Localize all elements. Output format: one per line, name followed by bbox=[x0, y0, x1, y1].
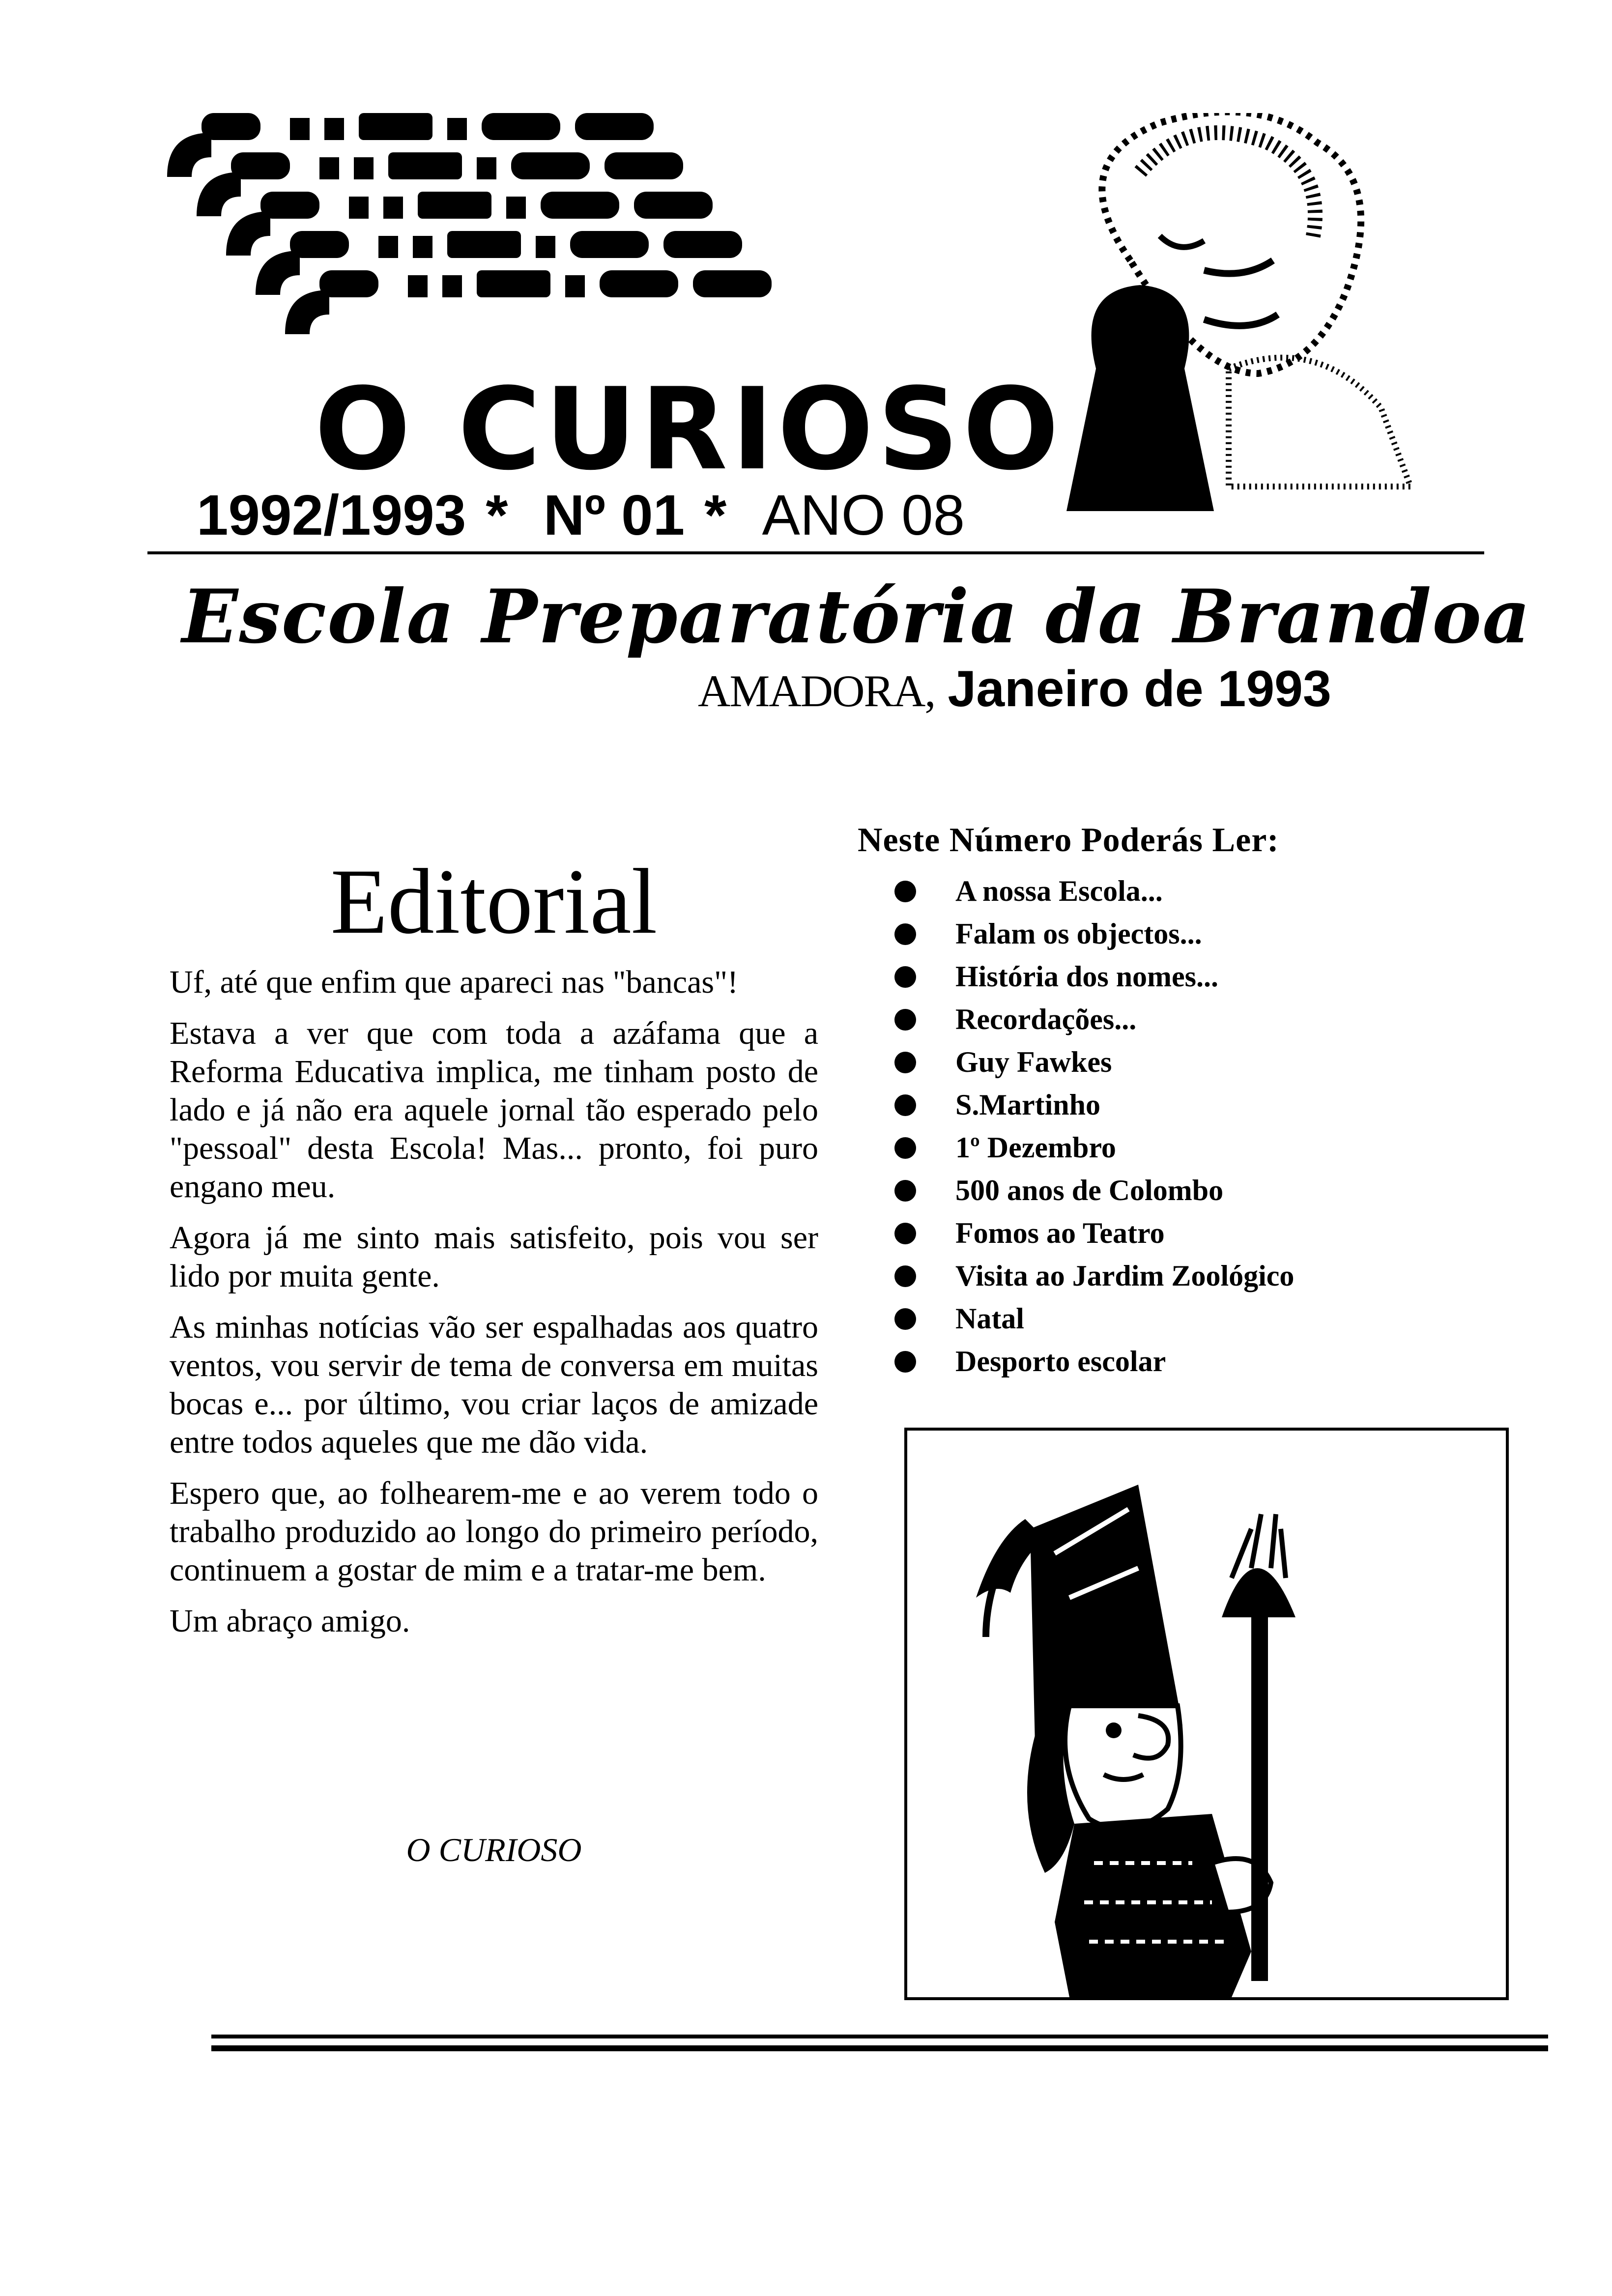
list-item bbox=[894, 870, 1484, 913]
contents-list bbox=[894, 870, 1484, 1383]
list-item bbox=[894, 1297, 1484, 1340]
school-name: Escola Preparatória da Brandoa bbox=[182, 574, 1531, 660]
bullet-icon bbox=[894, 1094, 916, 1116]
list-item bbox=[894, 913, 1484, 955]
list-item bbox=[894, 1212, 1484, 1255]
editorial-body bbox=[170, 963, 818, 1653]
contents-item-label: Falam os objectos... bbox=[955, 918, 1202, 950]
contents-item-label: S.Martinho bbox=[955, 1089, 1101, 1121]
illustration-frame bbox=[904, 1428, 1509, 2000]
editorial-paragraph: Estava a ver que com toda a azáfama que a Reforma Educativa implica, me tinham posto de lado e já não era aquele jornal tão esperado pelo "pessoal" desta Escola! Mas... pronto, foi puro engano meu. bbox=[170, 1015, 818, 1205]
contents-item-label: Guy Fawkes bbox=[955, 1046, 1112, 1078]
newspaper-title: O CURIOSO bbox=[315, 364, 1063, 495]
bullet-icon bbox=[894, 881, 916, 902]
list-item bbox=[894, 1169, 1484, 1212]
footer-rule-thick bbox=[211, 2045, 1548, 2051]
list-item bbox=[894, 1084, 1484, 1126]
curious-face-icon bbox=[1066, 113, 1410, 511]
separator-star: * bbox=[486, 483, 508, 547]
school-year: 1992/1993 bbox=[197, 483, 466, 547]
bullet-icon bbox=[894, 1308, 916, 1330]
editorial-paragraph: Uf, até que enfim que apareci nas "bancas"! bbox=[170, 964, 738, 1000]
bullet-icon bbox=[894, 1351, 916, 1373]
list-item bbox=[894, 1041, 1484, 1084]
contents-item-label: Fomos ao Teatro bbox=[955, 1217, 1165, 1249]
separator-star: * bbox=[704, 483, 727, 547]
bullet-icon bbox=[894, 1265, 916, 1287]
editorial-paragraph: Agora já me sinto mais satisfeito, pois vou ser lido por muita gente. bbox=[170, 1220, 818, 1294]
place: AMADORA, bbox=[698, 666, 935, 716]
contents-item-label: Desporto escolar bbox=[955, 1345, 1166, 1378]
title-echo-icon bbox=[167, 113, 772, 334]
contents-item-label: A nossa Escola... bbox=[955, 875, 1163, 907]
contents-heading: Neste Número Poderás Ler: bbox=[858, 821, 1279, 859]
list-item bbox=[894, 998, 1484, 1041]
bullet-icon bbox=[894, 1009, 916, 1031]
contents-item-label: 500 anos de Colombo bbox=[955, 1174, 1224, 1206]
contents-item-label: História dos nomes... bbox=[955, 960, 1219, 993]
bullet-icon bbox=[894, 966, 916, 988]
bullet-icon bbox=[894, 1052, 916, 1073]
issue-line bbox=[197, 483, 984, 547]
issue-number: Nº 01 bbox=[543, 483, 685, 547]
list-item bbox=[894, 1126, 1484, 1169]
bullet-icon bbox=[894, 923, 916, 945]
masthead-rule bbox=[147, 551, 1484, 554]
witch-with-broom-icon bbox=[907, 1431, 1506, 1997]
editorial-title: Editorial bbox=[330, 850, 658, 953]
list-item bbox=[894, 955, 1484, 998]
list-item bbox=[894, 1255, 1484, 1297]
contents-item-label: Recordações... bbox=[955, 1003, 1137, 1035]
year-label: ANO 08 bbox=[762, 483, 965, 547]
editorial-paragraph: Um abraço amigo. bbox=[170, 1603, 410, 1639]
issue-date: Janeiro de 1993 bbox=[948, 660, 1331, 718]
contents-item-label: Natal bbox=[955, 1302, 1024, 1335]
bullet-icon bbox=[894, 1137, 916, 1159]
editorial-paragraph: As minhas notícias vão ser espalhadas aos quatro ventos, vou servir de tema de conversa em muitas bocas e... por último, vou criar laços de amizade entre todos aqueles que me dão vida. bbox=[170, 1309, 818, 1460]
contents-item-label: Visita ao Jardim Zoológico bbox=[955, 1260, 1295, 1292]
footer-rule-thin bbox=[211, 2035, 1548, 2038]
bullet-icon bbox=[894, 1180, 916, 1202]
list-item bbox=[894, 1340, 1484, 1383]
editorial-signature: O CURIOSO bbox=[406, 1831, 582, 1868]
bullet-icon bbox=[894, 1223, 916, 1244]
editorial-paragraph: Espero que, ao folhearem-me e ao verem todo o trabalho produzido ao longo do primeiro período, continuem a gostar de mim e a tratar-me bem. bbox=[170, 1475, 818, 1588]
contents-item-label: 1º Dezembro bbox=[955, 1131, 1116, 1164]
place-date bbox=[698, 660, 1331, 718]
